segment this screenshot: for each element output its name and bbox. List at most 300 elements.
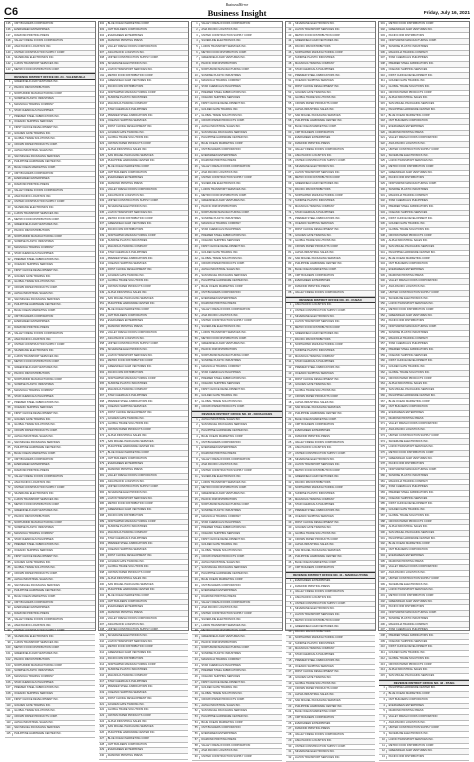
item-number: 421 [99, 704, 107, 707]
item-name: GLOBAL TRADE SOLUTIONS INC. [294, 681, 337, 685]
item-number: 326 [379, 166, 387, 169]
item-name: SILVERLINE ELECTRONICS INC. [14, 634, 55, 638]
item-number: 137 [5, 35, 13, 38]
item-number: 327 [99, 166, 107, 169]
item-name: VALLEY FRESH FOODS CORPORATION [294, 590, 344, 594]
item-name: GREENFIELD AGRI VENTURES INC. [201, 56, 246, 60]
item-name: VALLEY FRESH FOODS CORPORATION [201, 600, 251, 604]
item-name: METRO FOOD DISTRIBUTION CORP. [294, 176, 341, 180]
item-number: 306 [379, 52, 387, 55]
item-number: 411 [379, 652, 387, 655]
item-name: OCEANIC SHIPPING SERVICES [201, 382, 241, 386]
item-number: 340 [379, 246, 387, 249]
item-number: 81 [5, 539, 13, 542]
item-name: MAGNOLIA TRADING COMPANY [388, 193, 429, 197]
item-number: 49 [192, 298, 200, 301]
item-name: ALPHA INDUSTRIAL SALES INC. [294, 543, 335, 547]
item-number: 351 [99, 303, 107, 306]
item-name: GREENFIELD AGRI VENTURES INC. [201, 492, 246, 495]
item-number: 426 [99, 732, 107, 735]
item-number: 27 [192, 172, 200, 175]
item-name: SILVERLINE ELECTRONICS INC. [107, 62, 148, 66]
item-name: DIAMOND PRINTING PRESS [294, 584, 330, 588]
item-number: 34 [192, 607, 200, 610]
item-name: PREMIER STEEL FABRICATORS INC. [107, 542, 154, 546]
item-name: GOLDEN GATE TRADING INC. [201, 107, 239, 111]
item-number: 400 [379, 589, 387, 592]
item-name: SUNRISE PLASTIC INDUSTRIES [201, 73, 241, 77]
item-number: 74 [286, 212, 294, 215]
item-name: DIAMOND PRINTING PRESS [201, 159, 237, 163]
item-number: 359 [99, 349, 107, 352]
item-number: 321 [99, 132, 107, 135]
item-name: CMT BUILDERS CORPORATION [107, 27, 147, 31]
item-name: LUZON TRANSPORT SERVICES INC. [201, 480, 247, 484]
item-name: PHILIPPINE HARDWARE CENTER INC. [294, 554, 343, 558]
item-number: 44 [192, 665, 200, 668]
brand-logo [4, 1, 470, 17]
item-number: 113 [5, 722, 13, 725]
item-name: SAN MIGUEL PACKAGING SERVICES [14, 440, 60, 444]
item-number: 143 [5, 69, 13, 72]
item-number: 422 [99, 709, 107, 712]
item-number: 384 [379, 498, 387, 501]
item-number: 323 [99, 143, 107, 146]
item-number: 14 [192, 97, 200, 100]
item-number: 6 [286, 333, 294, 336]
item-name: METRO FOOD DISTRIBUTION CORP. [201, 336, 247, 340]
item-name: SILVERLINE ELECTRONICS INC. [201, 325, 242, 329]
item-number: 347 [99, 280, 107, 283]
item-number: 84 [5, 556, 13, 559]
item-name: GREENFIELD AGRI VENTURES INC. [14, 80, 59, 84]
item-number: 50 [192, 699, 200, 702]
item-number: 34 [5, 270, 13, 273]
item-name: UNITED CONSTRUCTION SUPPLY CORP. [294, 744, 346, 748]
item-number: 20 [192, 527, 200, 530]
item-number: 409 [99, 635, 107, 638]
item-number: 427 [99, 738, 107, 741]
item-name: SILVERLINE ELECTRONICS INC. [14, 206, 55, 210]
item-name: METRO FOOD DISTRIBUTION CORP. [14, 646, 60, 650]
item-number: 430 [99, 755, 107, 758]
item-number: 401 [99, 589, 107, 592]
item-name: UNITED CONSTRUCTION SUPPLY CORP. [294, 309, 346, 312]
item-name: PREMIER STEEL FABRICATORS INC. [201, 526, 247, 530]
item-number: 99 [5, 642, 13, 645]
item-name: METRO FOOD DISTRIBUTION CORP. [107, 216, 153, 220]
item-number: 358 [99, 343, 107, 346]
item-number: 387 [379, 515, 387, 518]
item-number: 380 [99, 469, 107, 472]
item-name: METRO FOOD DISTRIBUTION CORP. [107, 502, 153, 506]
item-name: OCEANIC SHIPPING SERVICES [201, 675, 241, 678]
item-number: 54 [192, 326, 200, 329]
list-item [379, 755, 469, 761]
item-name: ASIA PACIFIC LOGISTICS INC. [294, 153, 332, 157]
item-number: 28 [192, 177, 200, 180]
item-name: PACIFIC RIM DISTRIBUTORS [388, 605, 425, 609]
item-number: 363 [379, 378, 387, 381]
item-name: PACIFIC RIM DISTRIBUTORS [388, 755, 425, 759]
item-number: 396 [99, 561, 107, 564]
section-header: REVENUE DISTRICT OFFICE NO. 43 - PASIG [379, 680, 469, 687]
item-name: SAN MIGUEL PACKAGING SERVICES [201, 709, 248, 713]
item-number: 389 [379, 526, 387, 529]
item-name: ASIA PACIFIC LOGISTICS INC. [294, 303, 332, 307]
item-number: 372 [99, 423, 107, 426]
item-name: OCEANIC SHIPPING SERVICES [294, 514, 334, 518]
item-number: 361 [379, 366, 387, 369]
item-name: VALLEY FRESH FOODS CORPORATION [201, 308, 251, 311]
item-number: 11 [379, 745, 387, 748]
item-number: 23 [192, 149, 200, 152]
item-number: 403 [99, 601, 107, 604]
item-number: 333 [99, 200, 107, 203]
item-number: 345 [379, 275, 387, 278]
item-name: DIAMOND PRINTING PRESS [201, 451, 237, 455]
item-number: 17 [5, 173, 13, 176]
item-name: VALLEY FRESH FOODS CORPORATION [107, 330, 157, 334]
item-number: 15 [192, 499, 200, 502]
list-item [192, 755, 282, 761]
item-number: 66 [192, 395, 200, 398]
item-name: PACIFIC RIM DISTRIBUTORS [201, 640, 237, 644]
item-number: 355 [379, 332, 387, 335]
item-name: GREENFIELD AGRI VENTURES INC. [388, 170, 433, 174]
item-name: STAR CHEMICALS PHILIPPINES [294, 67, 335, 71]
item-number: 24 [192, 155, 200, 158]
item-name: CROWN PAPER PRODUCTS CORP. [107, 571, 152, 575]
item-name: DIAMOND PRINTING PRESS [294, 434, 330, 438]
item-name: STAR CHEMICALS PHILIPPINES [107, 679, 148, 683]
item-number: 52 [192, 315, 200, 318]
item-number: 37 [286, 510, 294, 513]
item-name: GOLDEN GATE TRADING INC. [201, 543, 239, 547]
item-name: FIRST CHOICE DEVELOPMENT INC. [107, 125, 153, 128]
item-number: 410 [379, 646, 387, 649]
item-number: 335 [99, 212, 107, 215]
item-name: BLUE OCEAN MARKETING CORP. [201, 577, 243, 581]
item-name: SAN MIGUEL PACKAGING SERVICES [201, 566, 248, 570]
item-number: 391 [379, 538, 387, 541]
item-number: 31 [192, 195, 200, 198]
item-number: 2 [379, 693, 387, 696]
item-name: PREMIER STEEL FABRICATORS INC. [107, 685, 154, 689]
item-number: 305 [379, 46, 387, 49]
item-number: 94 [5, 613, 13, 616]
item-number: 55 [192, 332, 200, 335]
item-number: 83 [5, 550, 13, 553]
item-name: CROWN PAPER PRODUCTS CORP. [294, 394, 339, 398]
item-name: BLUE OCEAN MARKETING CORP. [388, 399, 431, 403]
item-number: 383 [99, 486, 107, 489]
item-name: SILVERLINE ELECTRONICS INC. [107, 491, 148, 494]
item-name: CMT BUILDERS CORPORATION [107, 313, 147, 317]
item-name: GREENFIELD AGRI VENTURES INC. [107, 79, 153, 83]
item-name: OCEANIC SHIPPING SERVICES [388, 210, 428, 214]
item-number: 314 [99, 92, 107, 95]
item-number: 115 [5, 733, 13, 736]
item-name: MAGNOLIA TRADING COMPANY [388, 479, 429, 483]
item-name: EVERGREEN ENTERPRISES [388, 125, 424, 128]
item-number: 20 [286, 413, 294, 416]
item-name: GOLDEN GATE TRADING INC. [14, 703, 51, 707]
item-name: ALPHA INDUSTRIAL SALES INC. [107, 576, 148, 580]
item-name: GREENFIELD AGRI VENTURES INC. [294, 39, 340, 43]
item-number: 45 [286, 46, 294, 49]
item-number: 36 [286, 504, 294, 507]
item-number: 308 [99, 57, 107, 60]
item-number: 8 [192, 459, 200, 462]
item-number: 371 [99, 418, 107, 421]
item-number: 339 [379, 240, 387, 243]
item-name: NORTHWIND MANUFACTURING CORP. [294, 193, 344, 197]
item-name: MAGNOLIA TRADING COMPANY [388, 50, 429, 54]
item-name: ALPHA INDUSTRIAL SALES INC. [388, 382, 428, 386]
item-number: 33 [286, 487, 294, 490]
item-number: 31 [192, 590, 200, 593]
item-name: ALPHA INDUSTRIAL SALES INC. [14, 720, 54, 724]
item-name: OCEANIC SHIPPING SERVICES [388, 496, 428, 500]
item-number: 12 [192, 482, 200, 485]
item-number: 46 [192, 280, 200, 283]
item-name: ASIA PACIFIC LOGISTICS INC. [388, 720, 426, 724]
item-name: PHILIPPINE HARDWARE CENTER INC. [201, 572, 249, 576]
item-name: STAR CHEMICALS PHILIPPINES [14, 680, 54, 684]
item-number: 47 [286, 567, 294, 570]
item-number: 64 [5, 442, 13, 445]
item-name: UNITED CONSTRUCTION SUPPLY CORP. [107, 342, 159, 346]
item-name: LUZON TRANSPORT SERVICES INC. [14, 640, 60, 644]
item-number: 78 [5, 522, 13, 525]
item-name: PACIFIC RIM DISTRIBUTORS [14, 85, 50, 89]
item-number: 368 [379, 406, 387, 409]
item-name: CROWN PAPER PRODUCTS CORP. [294, 537, 339, 541]
item-name: SILVERLINE ELECTRONICS INC. [201, 617, 242, 621]
item-name: SUNRISE PLASTIC INDUSTRIES [14, 669, 54, 673]
item-number: 349 [99, 292, 107, 295]
item-number: 22 [286, 700, 294, 703]
item-name: ALPHA INDUSTRIAL SALES INC. [201, 267, 241, 271]
item-name: DIAMOND PRINTING PRESS [107, 468, 143, 472]
item-number: 381 [379, 481, 387, 484]
item-number: 399 [379, 584, 387, 587]
item-name: PHILIPPINE HARDWARE CENTER INC. [107, 588, 156, 592]
item-number: 352 [99, 309, 107, 312]
item-name: ASIA PACIFIC LOGISTICS INC. [201, 27, 239, 31]
item-name: ASIA PACIFIC LOGISTICS INC. [107, 336, 145, 340]
item-name: MAGNOLIA TRADING COMPANY [14, 389, 54, 393]
item-name: PACIFIC RIM DISTRIBUTORS [14, 657, 50, 661]
item-name: ALPHA INDUSTRIAL SALES INC. [201, 125, 241, 128]
item-number: 415 [379, 675, 387, 678]
item-number: 19 [286, 683, 294, 686]
item-name: SAN MIGUEL PACKAGING SERVICES [14, 154, 60, 158]
item-number: 305 [99, 40, 107, 43]
item-name: GOLDEN GATE TRADING INC. [107, 130, 145, 134]
item-number: 315 [99, 97, 107, 100]
item-number: 77 [286, 229, 294, 232]
item-number: 35 [192, 218, 200, 221]
item-name: SILVERLINE ELECTRONICS INC. [294, 607, 335, 611]
section-header: REVENUE DISTRICT OFFICE NO. 24 - VALENZUELA [5, 73, 95, 80]
item-name: UNITED CONSTRUCTION SUPPLY CORP. [201, 176, 252, 180]
item-number: 314 [379, 97, 387, 100]
item-number: 48 [5, 350, 13, 353]
item-name: SAN MIGUEL PACKAGING SERVICES [388, 102, 435, 106]
item-number: 33 [192, 602, 200, 605]
item-number: 101 [5, 653, 13, 656]
item-number: 135 [5, 23, 13, 26]
item-name: GLOBAL TRADE SOLUTIONS INC. [201, 549, 243, 553]
item-name: LUZON TRANSPORT SERVICES INC. [107, 67, 153, 71]
item-name: SAN MIGUEL PACKAGING SERVICES [388, 674, 435, 677]
item-number: 344 [379, 269, 387, 272]
item-name: GREENFIELD AGRI VENTURES INC. [388, 313, 433, 317]
item-number: 103 [5, 665, 13, 668]
item-number: 356 [379, 338, 387, 341]
item-number: 102 [5, 659, 13, 662]
item-name: NORTHWIND MANUFACTURING CORP. [107, 90, 156, 94]
item-number: 6 [286, 608, 294, 611]
item-name: CMT BUILDERS CORPORATION [388, 405, 428, 409]
item-number: 9 [379, 733, 387, 736]
item-number: 7 [192, 453, 200, 456]
item-name: GOLDEN GATE TRADING INC. [294, 383, 332, 387]
item-name: ALPHA INDUSTRIAL SALES INC. [14, 434, 54, 438]
item-name: CROWN PAPER PRODUCTS CORP. [201, 119, 245, 123]
item-number: 397 [379, 572, 387, 575]
item-number: 374 [379, 441, 387, 444]
item-name: PACIFIC RIM DISTRIBUTORS [14, 371, 50, 375]
item-number: 3 [192, 430, 200, 433]
item-name: GOLDEN GATE TRADING INC. [201, 686, 239, 690]
section-header: REVENUE DISTRICT OFFICE NO. 40 - CUBAO [286, 297, 376, 304]
item-number: 29 [286, 464, 294, 467]
item-number: 303 [379, 35, 387, 38]
item-name: PACIFIC RIM DISTRIBUTORS [107, 656, 144, 660]
item-name: ALPHA INDUSTRIAL SALES INC. [388, 239, 428, 243]
item-name: NORTHWIND MANUFACTURING CORP. [294, 486, 344, 490]
item-name: OCEANIC SHIPPING SERVICES [14, 263, 53, 267]
item-name: SAN MIGUEL PACKAGING SERVICES [107, 153, 154, 157]
item-name: DIAMOND PRINTING PRESS [14, 469, 50, 473]
item-number: 140 [5, 52, 13, 55]
item-number: 22 [192, 143, 200, 146]
item-number: 5 [286, 327, 294, 330]
item-name: ASIA PACIFIC LOGISTICS INC. [201, 170, 239, 174]
item-name: BLUE OCEAN MARKETING CORP. [107, 22, 150, 26]
item-name: PREMIER STEEL FABRICATORS INC. [107, 399, 154, 403]
item-name: PREMIER STEEL FABRICATORS INC. [294, 366, 341, 370]
item-name: EVERGREEN ENTERPRISES [201, 732, 237, 736]
item-number: 110 [5, 705, 13, 708]
item-number: 39 [286, 522, 294, 525]
item-name: MAGNOLIA TRADING COMPANY [14, 532, 54, 536]
item-number: 58 [286, 120, 294, 123]
item-number: 17 [286, 671, 294, 674]
item-name: BLUE OCEAN MARKETING CORP. [107, 165, 150, 169]
item-name: STAR CHEMICALS PHILIPPINES [388, 485, 428, 489]
item-number: 315 [379, 103, 387, 106]
item-number: 387 [99, 509, 107, 512]
item-number: 386 [99, 503, 107, 506]
item-number: 351 [379, 309, 387, 312]
item-name: EVERGREEN ENTERPRISES [14, 463, 50, 467]
item-number: 31 [286, 476, 294, 479]
item-name: LUZON TRANSPORT SERVICES INC. [201, 187, 247, 191]
item-name: LUZON TRANSPORT SERVICES INC. [294, 756, 341, 760]
item-number: 41 [192, 252, 200, 255]
item-number: 391 [99, 532, 107, 535]
item-number: 10 [286, 631, 294, 634]
item-name: METRO FOOD DISTRIBUTION CORP. [14, 67, 60, 71]
item-number: 21 [5, 196, 13, 199]
item-name: LUZON TRANSPORT SERVICES INC. [294, 320, 341, 324]
item-number: 303 [99, 29, 107, 32]
item-name: EVERGREEN ENTERPRISES [107, 33, 144, 37]
item-name: PHILIPPINE HARDWARE CENTER INC. [388, 250, 436, 254]
item-number: 16 [192, 109, 200, 112]
item-number: 55 [192, 727, 200, 730]
item-number: 374 [99, 435, 107, 438]
item-name: STAR CHEMICALS PHILIPPINES [14, 394, 54, 398]
item-name: LUZON TRANSPORT SERVICES INC. [294, 463, 341, 467]
item-number: 73 [5, 493, 13, 496]
item-name: CROWN PAPER PRODUCTS CORP. [14, 429, 58, 433]
item-name: EVERGREEN ENTERPRISES [388, 410, 424, 414]
item-name: ALPHA INDUSTRIAL SALES INC. [14, 148, 54, 152]
item-name: DIAMOND PRINTING PRESS [107, 325, 143, 329]
item-name: ASIA PACIFIC LOGISTICS INC. [14, 480, 52, 484]
item-name: EVERGREEN ENTERPRISES [388, 267, 424, 271]
item-name: GOLDEN GATE TRADING INC. [294, 676, 332, 679]
item-number: 310 [99, 69, 107, 72]
item-name: EVERGREEN ENTERPRISES [107, 748, 144, 752]
item-name: UNITED CONSTRUCTION SUPPLY CORP. [14, 629, 65, 633]
item-name: MAGNOLIA TRADING COMPANY [201, 365, 241, 369]
item-name: UNITED CONSTRUCTION SUPPLY CORP. [201, 755, 252, 759]
item-number: 47 [192, 286, 200, 289]
item-name: VALLEY FRESH FOODS CORPORATION [107, 187, 157, 191]
item-number: 62 [286, 143, 294, 146]
item-number: 44 [286, 40, 294, 43]
item-name: PHILIPPINE HARDWARE CENTER INC. [14, 303, 62, 307]
item-number: 62 [192, 372, 200, 375]
item-name: UNITED CONSTRUCTION SUPPLY CORP. [388, 147, 440, 151]
item-name: GLOBAL TRADE SOLUTIONS INC. [201, 399, 243, 403]
item-name: CROWN PAPER PRODUCTS CORP. [388, 233, 432, 237]
item-number: 36 [192, 619, 200, 622]
item-name: SUNRISE PLASTIC INDUSTRIES [14, 383, 54, 387]
item-name: CROWN PAPER PRODUCTS CORP. [107, 714, 152, 718]
item-name: PHILIPPINE HARDWARE CENTER INC. [107, 159, 156, 163]
item-number: 333 [379, 206, 387, 209]
item-number: 14 [286, 654, 294, 657]
section-header: REVENUE DISTRICT OFFICE NO. 28 - NOVALICHES [192, 411, 282, 418]
item-name: EVERGREEN ENTERPRISES [388, 703, 424, 707]
item-number: 7 [5, 116, 13, 119]
item-name: DIAMOND PRINTING PRESS [201, 594, 237, 598]
item-number: 18 [192, 516, 200, 519]
item-number: 78 [286, 235, 294, 238]
item-name: DIAMOND PRINTING PRESS [294, 727, 330, 731]
item-name: SUNRISE PLASTIC INDUSTRIES [388, 330, 429, 334]
item-name: UNITED CONSTRUCTION SUPPLY CORP. [14, 200, 65, 204]
item-number: 395 [379, 561, 387, 564]
item-number: 4 [5, 98, 13, 101]
